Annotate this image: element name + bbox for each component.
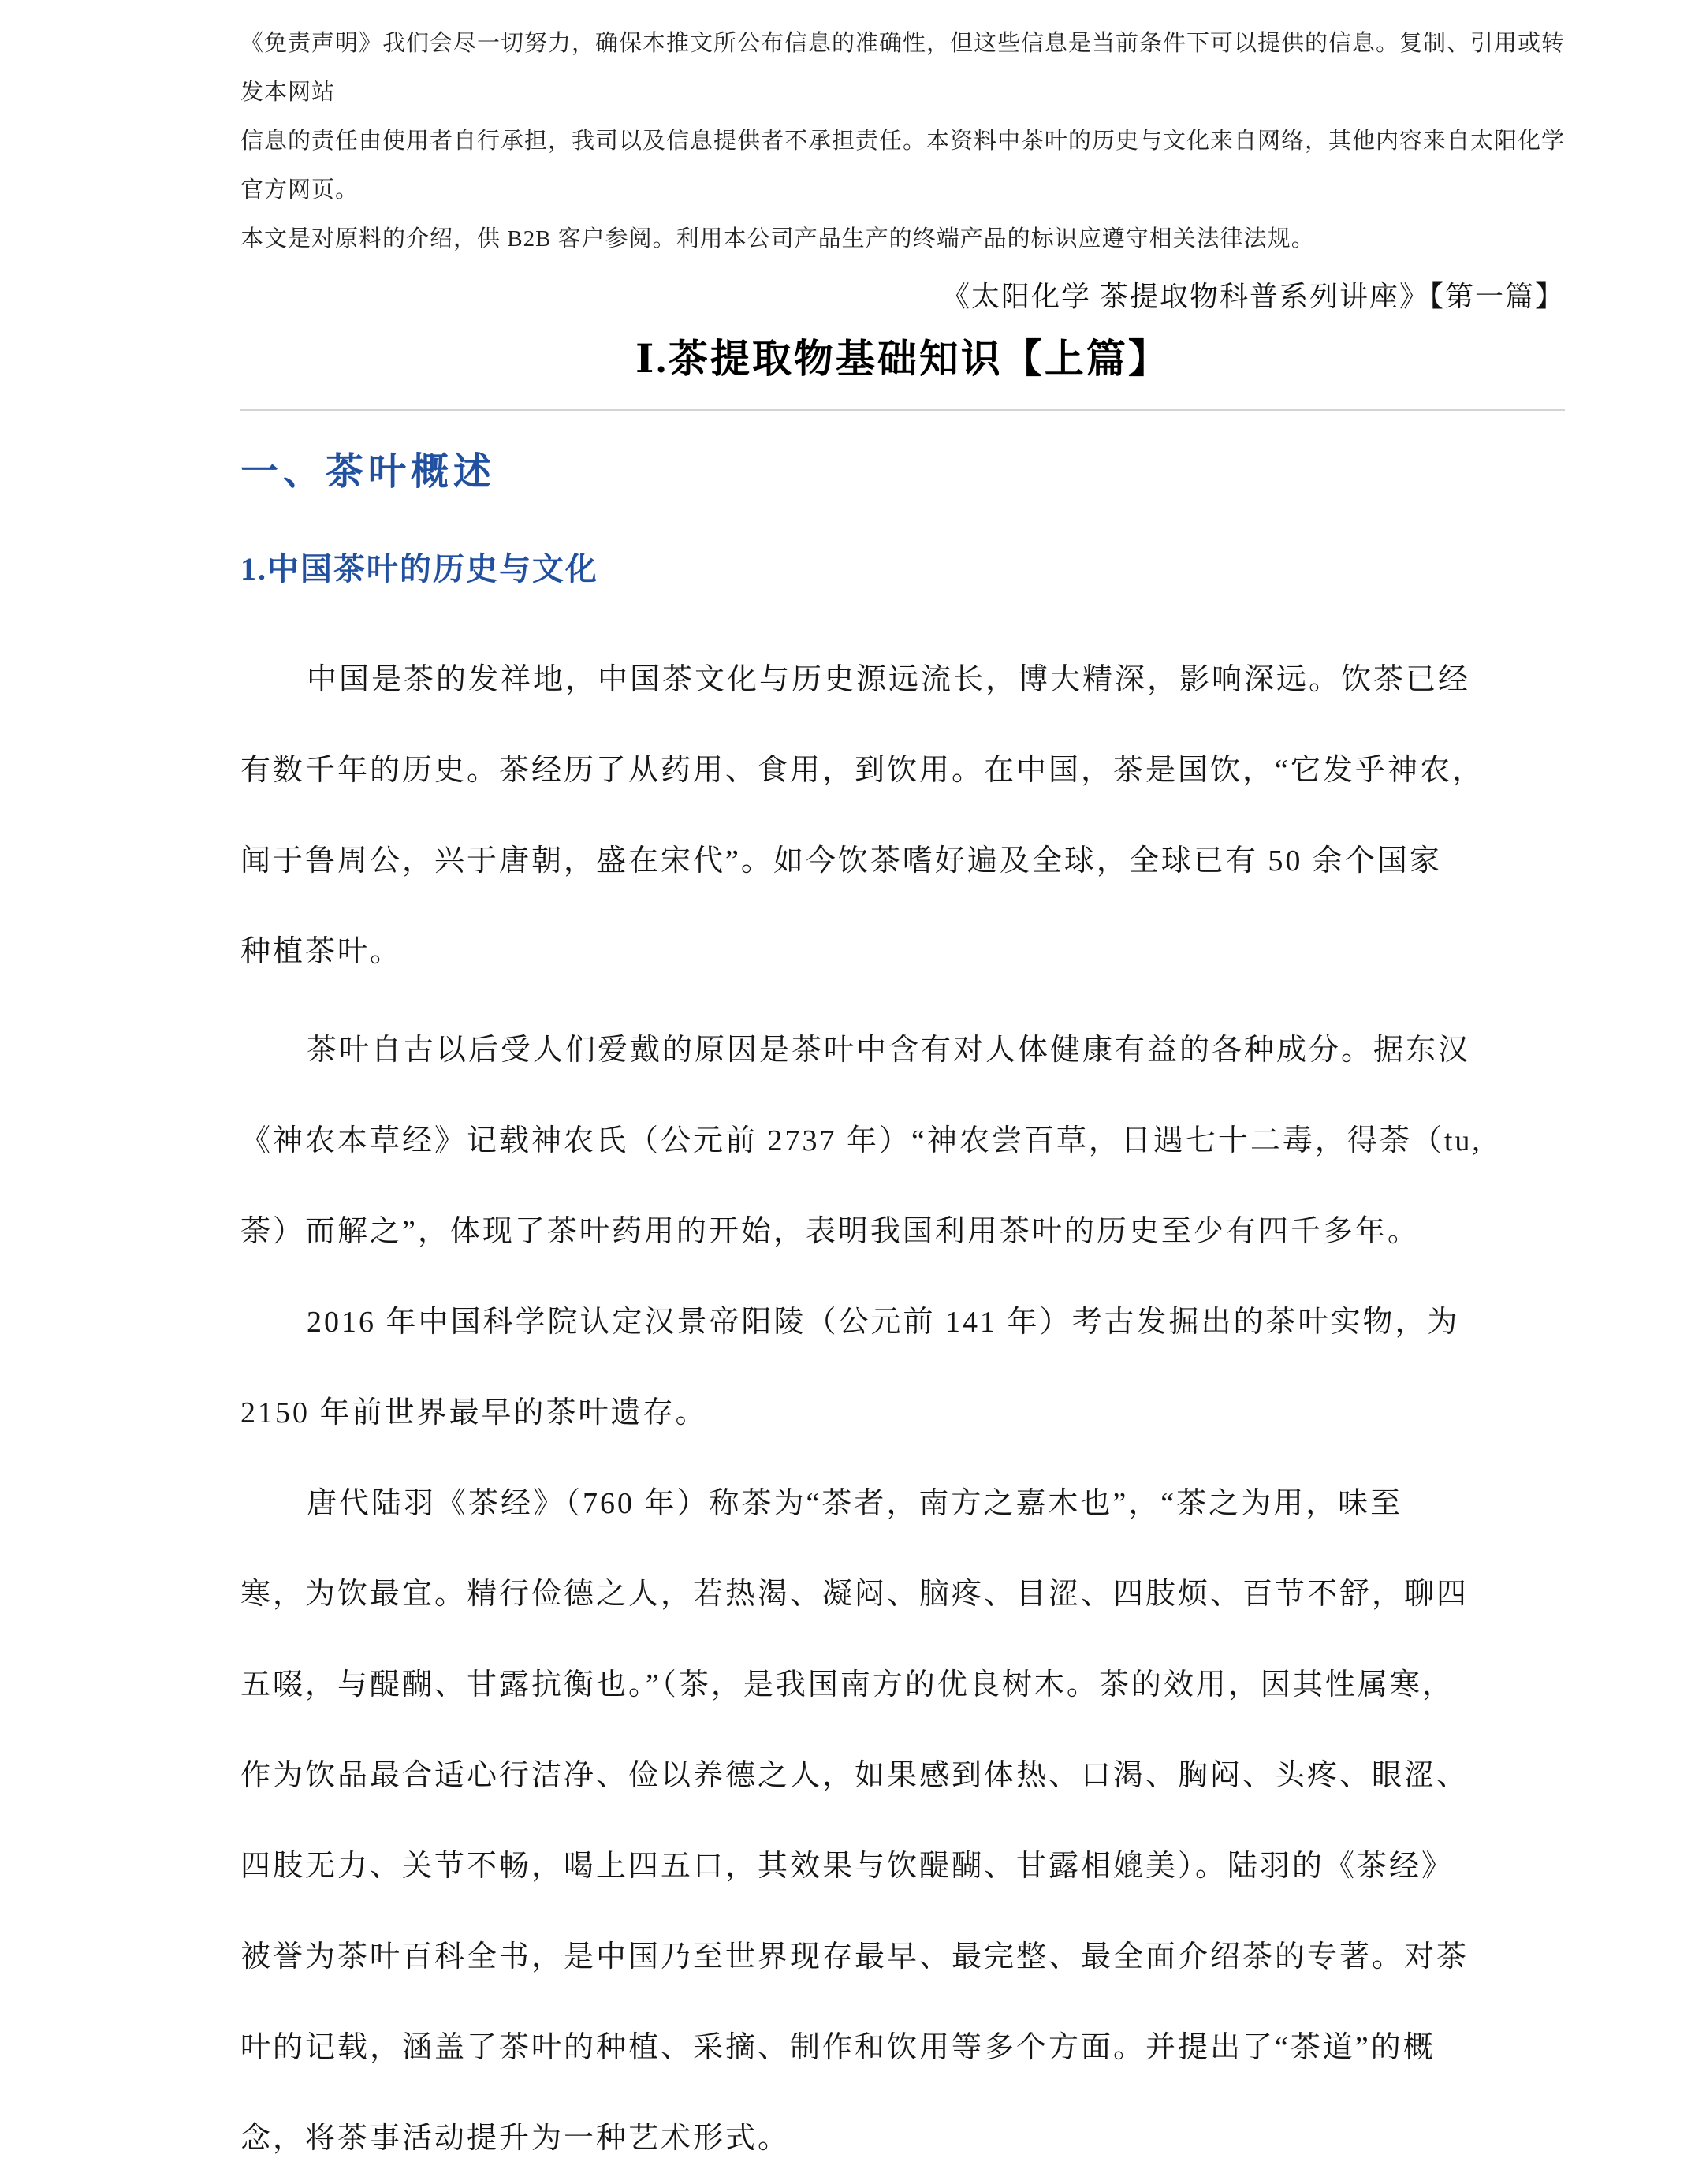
body-line: 叶的记载，涵盖了茶叶的种植、采摘、制作和饮用等多个方面。并提出了“茶道”的概 xyxy=(240,2031,1436,2064)
body-line: 中国是茶的发祥地，中国茶文化与历史源远流长，博大精深，影响深远。饮茶已经 xyxy=(307,663,1471,696)
body-line: 2016 年中国科学院认定汉景帝阳陵（公元前 141 年）考古发掘出的茶叶实物，为 xyxy=(307,1306,1460,1339)
disclaimer-line: 本文是对原料的介绍，供 B2B 客户参阅。利用本公司产品生产的终端产品的标识应遵守相关法律法规。 xyxy=(240,226,1315,252)
body-paragraph xyxy=(240,1005,1565,1277)
body-line: 闻于鲁周公，兴于唐朝，盛在宋代”。如今饮茶嗜好遍及全球，全球已有 50 余个国家 xyxy=(240,844,1442,878)
body-line: 作为饮品最合适心行洁净、俭以养德之人，如果感到体热、口渴、胸闷、头疼、眼涩、 xyxy=(240,1759,1469,1792)
section-heading: 一、茶叶概述 xyxy=(240,451,497,493)
body-line: 《神农本草经》记载神农氏（公元前 2737 年）“神农尝百草，日遇七十二毒，得荼（tu, xyxy=(240,1124,1482,1157)
body-line: 寒，为饮最宜。精行俭德之人，若热渴、凝闷、脑疼、目涩、四肢烦、百节不舒，聊四 xyxy=(240,1578,1469,1611)
page-content xyxy=(240,0,1565,2184)
body-line: 被誉为茶叶百科全书，是中国乃至世界现存最早、最完整、最全面介绍茶的专著。对茶 xyxy=(240,1940,1469,1973)
body-paragraph xyxy=(240,1277,1565,1459)
title-divider xyxy=(240,409,1565,411)
body-line: 荼）而解之”，体现了茶叶药用的开始，表明我国利用茶叶的历史至少有四千多年。 xyxy=(240,1215,1420,1248)
disclaimer-line: 信息的责任由使用者自行承担，我司以及信息提供者不承担责任。本资料中茶叶的历史与文化来自网络，其他内容来自太阳化学官方网页。 xyxy=(240,129,1566,203)
body-line: 五啜，与醍醐、甘露抗衡也。”（茶，是我国南方的优良树木。茶的效用，因其性属寒， xyxy=(240,1668,1455,1701)
body-line: 茶叶自古以后受人们爱戴的原因是茶叶中含有对人体健康有益的各种成分。据东汉 xyxy=(307,1034,1471,1067)
body-text xyxy=(240,635,1565,2184)
body-line: 2150 年前世界最早的茶叶遗存。 xyxy=(240,1396,708,1429)
body-line: 有数千年的历史。茶经历了从药用、食用，到饮用。在中国，茶是国饮，“它发乎神农， xyxy=(240,754,1484,787)
body-paragraph xyxy=(240,635,1565,997)
body-line: 四肢无力、关节不畅，喝上四五口，其效果与饮醍醐、甘露相媲美）。陆羽的《茶经》 xyxy=(240,1850,1455,1883)
subsection-heading: 1.中国茶叶的历史与文化 xyxy=(240,551,598,587)
series-caption: 《太阳化学 茶提取物科普系列讲座》【第一篇】 xyxy=(941,281,1565,312)
document-title: Ⅰ.茶提取物基础知识【上篇】 xyxy=(635,337,1170,381)
disclaimer xyxy=(240,0,1565,263)
disclaimer-line: 《免责声明》我们会尽一切努力，确保本推文所公布信息的准确性，但这些信息是当前条件下可以提供的信息。复制、引用或转发本网站 xyxy=(240,31,1566,105)
body-line: 念，将茶事活动提升为一种艺术形式。 xyxy=(240,2122,791,2155)
body-line: 种植茶叶。 xyxy=(240,935,403,968)
body-line: 唐代陆羽《茶经》（760 年）称茶为“茶者，南方之嘉木也”，“茶之为用，味至 xyxy=(307,1487,1403,1520)
body-paragraph xyxy=(240,1459,1565,2184)
